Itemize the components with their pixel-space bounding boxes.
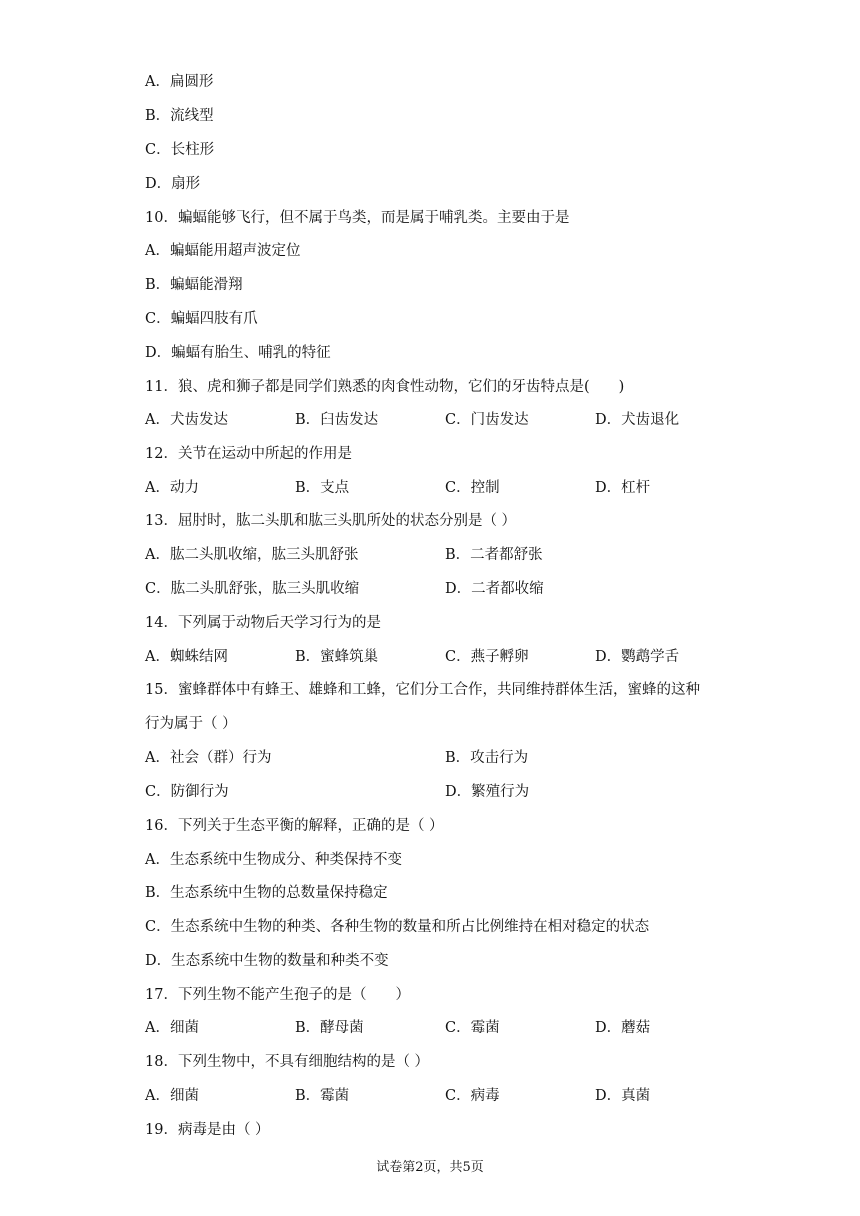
- q15-option-c: C．防御行为: [145, 784, 229, 800]
- q16-option-b: B．生态系统中生物的总数量保持稳定: [145, 885, 388, 901]
- q11-stem: 11．狼、虎和狮子都是同学们熟悉的肉食性动物，它们的牙齿特点是( ): [145, 379, 625, 395]
- q15-stem-line2: 行为属于（ ）: [145, 716, 237, 732]
- q14-option-a: A．蜘蛛结网: [145, 649, 228, 665]
- q10-stem: 10．蝙蝠能够飞行，但不属于鸟类，而是属于哺乳类。主要由于是: [145, 210, 570, 226]
- q13-stem: 13．屈肘时，肱二头肌和肱三头肌所处的状态分别是（ ）: [145, 513, 517, 529]
- q11-option-b: B．臼齿发达: [295, 412, 379, 428]
- q12-option-d: D．杠杆: [595, 480, 651, 496]
- q18-option-b: B．霉菌: [295, 1088, 350, 1104]
- q9-option-a: A．扁圆形: [145, 74, 214, 90]
- q14-option-d: D．鹦鹉学舌: [595, 649, 680, 665]
- q16-option-d: D．生态系统中生物的数量和种类不变: [145, 953, 389, 969]
- q9-option-b: B．流线型: [145, 108, 214, 124]
- q9-option-d: D．扇形: [145, 176, 201, 192]
- q10-option-c: C．蝙蝠四肢有爪: [145, 311, 258, 327]
- q15-option-a: A．社会（群）行为: [145, 750, 272, 766]
- q16-option-c: C．生态系统中生物的种类、各种生物的数量和所占比例维持在相对稳定的状态: [145, 919, 650, 935]
- q10-option-d: D．蝙蝠有胎生、哺乳的特征: [145, 345, 331, 361]
- q11-option-a: A．犬齿发达: [145, 412, 228, 428]
- q13-option-c: C．肱二头肌舒张，肱三头肌收缩: [145, 581, 360, 597]
- q13-option-a: A．肱二头肌收缩，肱三头肌舒张: [145, 547, 359, 563]
- q14-stem: 14．下列属于动物后天学习行为的是: [145, 615, 381, 631]
- q12-option-a: A．动力: [145, 480, 199, 496]
- q12-option-c: C．控制: [445, 480, 500, 496]
- q13-option-b: B．二者都舒张: [445, 547, 543, 563]
- q11-option-c: C．门齿发达: [445, 412, 529, 428]
- q18-stem: 18．下列生物中，不具有细胞结构的是（ ）: [145, 1054, 430, 1070]
- q17-option-d: D．蘑菇: [595, 1020, 651, 1036]
- q16-option-a: A．生态系统中生物成分、种类保持不变: [145, 852, 402, 868]
- q10-option-a: A．蝙蝠能用超声波定位: [145, 243, 301, 259]
- q13-option-d: D．二者都收缩: [445, 581, 544, 597]
- q17-option-b: B．酵母菌: [295, 1020, 364, 1036]
- page-footer: 试卷第2页，共5页: [376, 1160, 484, 1175]
- q16-stem: 16．下列关于生态平衡的解释，正确的是（ ）: [145, 818, 444, 834]
- q18-option-c: C．病毒: [445, 1088, 500, 1104]
- q15-option-b: B．攻击行为: [445, 750, 529, 766]
- q18-option-d: D．真菌: [595, 1088, 651, 1104]
- q15-stem-line1: 15．蜜蜂群体中有蜂王、雄蜂和工蜂，它们分工合作，共同维持群体生活，蜜蜂的这种: [145, 682, 700, 698]
- q15-option-d: D．繁殖行为: [445, 784, 530, 800]
- q17-option-a: A．细菌: [145, 1020, 199, 1036]
- q12-stem: 12．关节在运动中所起的作用是: [145, 446, 352, 462]
- q14-option-c: C．燕子孵卵: [445, 649, 529, 665]
- q12-option-b: B．支点: [295, 480, 350, 496]
- q17-option-c: C．霉菌: [445, 1020, 500, 1036]
- q14-option-b: B．蜜蜂筑巢: [295, 649, 379, 665]
- q18-option-a: A．细菌: [145, 1088, 199, 1104]
- q11-option-d: D．犬齿退化: [595, 412, 680, 428]
- q17-stem: 17．下列生物不能产生孢子的是（ ）: [145, 987, 410, 1003]
- q9-option-c: C．长柱形: [145, 142, 215, 158]
- q10-option-b: B．蝙蝠能滑翔: [145, 277, 243, 293]
- q19-stem: 19．病毒是由（ ）: [145, 1122, 270, 1138]
